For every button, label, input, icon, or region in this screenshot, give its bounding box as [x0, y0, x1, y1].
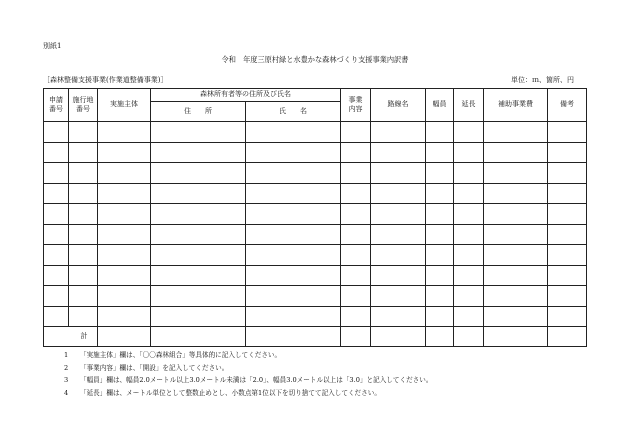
table-cell[interactable] [371, 183, 426, 204]
table-cell[interactable] [341, 286, 371, 307]
section-label: ［森林整備支援事業(作業道整備事業)］ [43, 76, 168, 84]
total-cell[interactable] [454, 327, 484, 347]
header-address: 住 所 [151, 102, 246, 122]
table-cell[interactable] [548, 306, 587, 327]
table-cell[interactable] [484, 142, 548, 163]
table-cell[interactable] [341, 245, 371, 266]
note-text: 「実施主体」欄は、「〇〇森林組合」等具体的に記入してください。 [80, 351, 282, 359]
table-cell[interactable] [548, 224, 587, 245]
note-text: 「延長」欄は、メートル単位として整数止めとし、小数点第1位以下を切り捨てて記入してください。 [80, 388, 381, 397]
header-site-no [69, 89, 98, 122]
table-cell[interactable] [484, 122, 548, 143]
table-row [44, 265, 587, 286]
header-implementer: 実施主体 [98, 89, 151, 122]
table-cell[interactable] [98, 245, 151, 266]
note-item [64, 387, 432, 400]
table-cell[interactable] [341, 224, 371, 245]
table-cell[interactable] [371, 204, 426, 225]
table-cell[interactable] [371, 286, 426, 307]
total-cell[interactable] [341, 327, 371, 347]
table-cell[interactable] [246, 245, 341, 266]
table-cell[interactable] [484, 265, 548, 286]
table-cell[interactable] [69, 286, 98, 307]
table-cell[interactable] [484, 224, 548, 245]
table-cell[interactable] [426, 183, 454, 204]
table-cell[interactable] [341, 265, 371, 286]
header-application-no-line2: 番号 [49, 105, 63, 113]
table-cell[interactable] [69, 122, 98, 143]
header-work-line1: 事業 [348, 95, 363, 104]
table-cell[interactable] [454, 286, 484, 307]
table-cell[interactable] [484, 163, 548, 184]
table-cell[interactable] [246, 122, 341, 143]
table-cell[interactable] [246, 306, 341, 327]
table-cell[interactable] [246, 142, 341, 163]
table-cell[interactable] [246, 224, 341, 245]
header-work [341, 89, 371, 122]
table-cell[interactable] [484, 306, 548, 327]
note-item [64, 362, 432, 375]
header-application-no-line1: 申請 [49, 95, 63, 104]
table-cell[interactable] [98, 183, 151, 204]
table-cell[interactable] [341, 183, 371, 204]
table-cell[interactable] [44, 306, 69, 327]
table-cell[interactable] [454, 122, 484, 143]
table-cell[interactable] [44, 224, 69, 245]
table-cell[interactable] [454, 224, 484, 245]
table-row [44, 122, 587, 143]
table-cell[interactable] [548, 204, 587, 225]
table-cell[interactable] [426, 142, 454, 163]
table-cell[interactable] [151, 204, 246, 225]
table-cell[interactable] [454, 183, 484, 204]
total-cell[interactable] [371, 327, 426, 347]
table-cell[interactable] [151, 122, 246, 143]
table-cell[interactable] [426, 245, 454, 266]
table-cell[interactable] [371, 122, 426, 143]
table-cell[interactable] [69, 245, 98, 266]
table-cell[interactable] [151, 163, 246, 184]
table-cell[interactable] [426, 163, 454, 184]
table-cell[interactable] [246, 183, 341, 204]
table-cell[interactable] [341, 163, 371, 184]
total-cell[interactable] [98, 327, 151, 347]
table-row [44, 306, 587, 327]
table-cell[interactable] [371, 163, 426, 184]
table-cell[interactable] [371, 306, 426, 327]
table-cell[interactable] [426, 204, 454, 225]
table-cell[interactable] [548, 142, 587, 163]
table-cell[interactable] [484, 286, 548, 307]
total-cell[interactable] [151, 327, 246, 347]
document-title: 令和 年度三原村緑と水豊かな森林づくり支援事業内訳書 [221, 55, 409, 64]
table-cell[interactable] [454, 163, 484, 184]
note-item [64, 349, 432, 362]
table-cell[interactable] [341, 204, 371, 225]
table-cell[interactable] [371, 245, 426, 266]
table-cell[interactable] [341, 142, 371, 163]
unit-label: 単位：ｍ、箇所、円 [511, 76, 574, 84]
table-cell[interactable] [371, 142, 426, 163]
table-cell[interactable] [484, 183, 548, 204]
table-cell[interactable] [69, 183, 98, 204]
table-cell[interactable] [44, 265, 69, 286]
total-cell[interactable] [484, 327, 548, 347]
total-row [44, 327, 587, 347]
header-site-no-line1: 施行地 [72, 95, 94, 104]
note-number: 2 [64, 363, 69, 372]
notes-list [64, 349, 432, 399]
header-site-no-line2: 番号 [76, 105, 90, 113]
table-cell[interactable] [44, 163, 69, 184]
table-cell[interactable] [426, 265, 454, 286]
table-cell[interactable] [341, 122, 371, 143]
table-cell[interactable] [69, 265, 98, 286]
table-cell[interactable] [426, 122, 454, 143]
table-cell[interactable] [151, 224, 246, 245]
table-row [44, 224, 587, 245]
table-cell[interactable] [44, 142, 69, 163]
table-cell[interactable] [44, 245, 69, 266]
table-cell[interactable] [548, 265, 587, 286]
total-cell[interactable] [246, 327, 341, 347]
table-cell[interactable] [426, 306, 454, 327]
table-cell[interactable] [341, 306, 371, 327]
header-work-line2: 内容 [348, 105, 363, 113]
table-row [44, 142, 587, 163]
table-row [44, 286, 587, 307]
table-cell[interactable] [454, 204, 484, 225]
table-cell[interactable] [246, 286, 341, 307]
table-cell[interactable] [548, 122, 587, 143]
table-cell[interactable] [98, 142, 151, 163]
note-text: 「事業内容」欄は、「開設」を記入してください。 [80, 363, 229, 372]
table-cell[interactable] [246, 265, 341, 286]
table-cell[interactable] [426, 224, 454, 245]
table-cell[interactable] [98, 286, 151, 307]
table-cell[interactable] [548, 183, 587, 204]
header-application-no [44, 89, 69, 122]
table-cell[interactable] [548, 163, 587, 184]
table-cell[interactable] [151, 142, 246, 163]
header-width: 幅員 [426, 89, 454, 122]
table-cell[interactable] [548, 245, 587, 266]
table-row [44, 163, 587, 184]
table-cell[interactable] [151, 245, 246, 266]
header-name: 氏 名 [246, 102, 341, 122]
header-remarks: 備考 [548, 89, 587, 122]
table-cell[interactable] [371, 265, 426, 286]
note-number: 4 [64, 388, 69, 397]
total-cell[interactable] [548, 327, 587, 347]
table-cell[interactable] [426, 286, 454, 307]
header-length: 延長 [454, 89, 484, 122]
table-cell[interactable] [98, 163, 151, 184]
table-cell[interactable] [151, 265, 246, 286]
table-cell[interactable] [69, 306, 98, 327]
note-item [64, 374, 432, 387]
header-subsidy-cost: 補助事業費 [484, 89, 548, 122]
table-cell[interactable] [454, 265, 484, 286]
table-cell[interactable] [454, 142, 484, 163]
table-cell[interactable] [69, 163, 98, 184]
note-number: 3 [64, 376, 69, 385]
table-cell[interactable] [454, 245, 484, 266]
table-cell[interactable] [371, 224, 426, 245]
table-cell[interactable] [44, 183, 69, 204]
table-cell[interactable] [98, 122, 151, 143]
table-row [44, 183, 587, 204]
table-body [44, 89, 587, 347]
table-row [44, 245, 587, 266]
table-cell[interactable] [98, 224, 151, 245]
table-cell[interactable] [246, 163, 341, 184]
attachment-label: 別紙1 [43, 42, 62, 50]
table-cell[interactable] [69, 224, 98, 245]
total-cell[interactable] [426, 327, 454, 347]
total-label: 計 [44, 327, 98, 347]
table-cell[interactable] [151, 306, 246, 327]
table-cell[interactable] [151, 286, 246, 307]
table-cell[interactable] [98, 265, 151, 286]
table-cell[interactable] [44, 286, 69, 307]
table-cell[interactable] [484, 204, 548, 225]
table-cell[interactable] [69, 142, 98, 163]
table-cell[interactable] [454, 306, 484, 327]
table-cell[interactable] [69, 204, 98, 225]
table-cell[interactable] [98, 204, 151, 225]
table-row [44, 204, 587, 225]
subsidy-breakdown-table [43, 88, 587, 347]
table-cell[interactable] [484, 245, 548, 266]
table-cell[interactable] [246, 204, 341, 225]
header-owner-group: 森林所有者等の住所及び氏名 [151, 89, 341, 102]
table-cell[interactable] [151, 183, 246, 204]
header-row-1 [44, 89, 587, 102]
header-route-name: 路線名 [371, 89, 426, 122]
note-text: 「幅員」欄は、幅員2.0メートル以上3.0メートル未満は「2.0」、幅員3.0メートル以上は「3.0」と記入してください。 [80, 376, 433, 385]
table-cell[interactable] [98, 306, 151, 327]
note-number: 1 [64, 351, 69, 359]
table-cell[interactable] [44, 204, 69, 225]
table-cell[interactable] [548, 286, 587, 307]
table-cell[interactable] [44, 122, 69, 143]
